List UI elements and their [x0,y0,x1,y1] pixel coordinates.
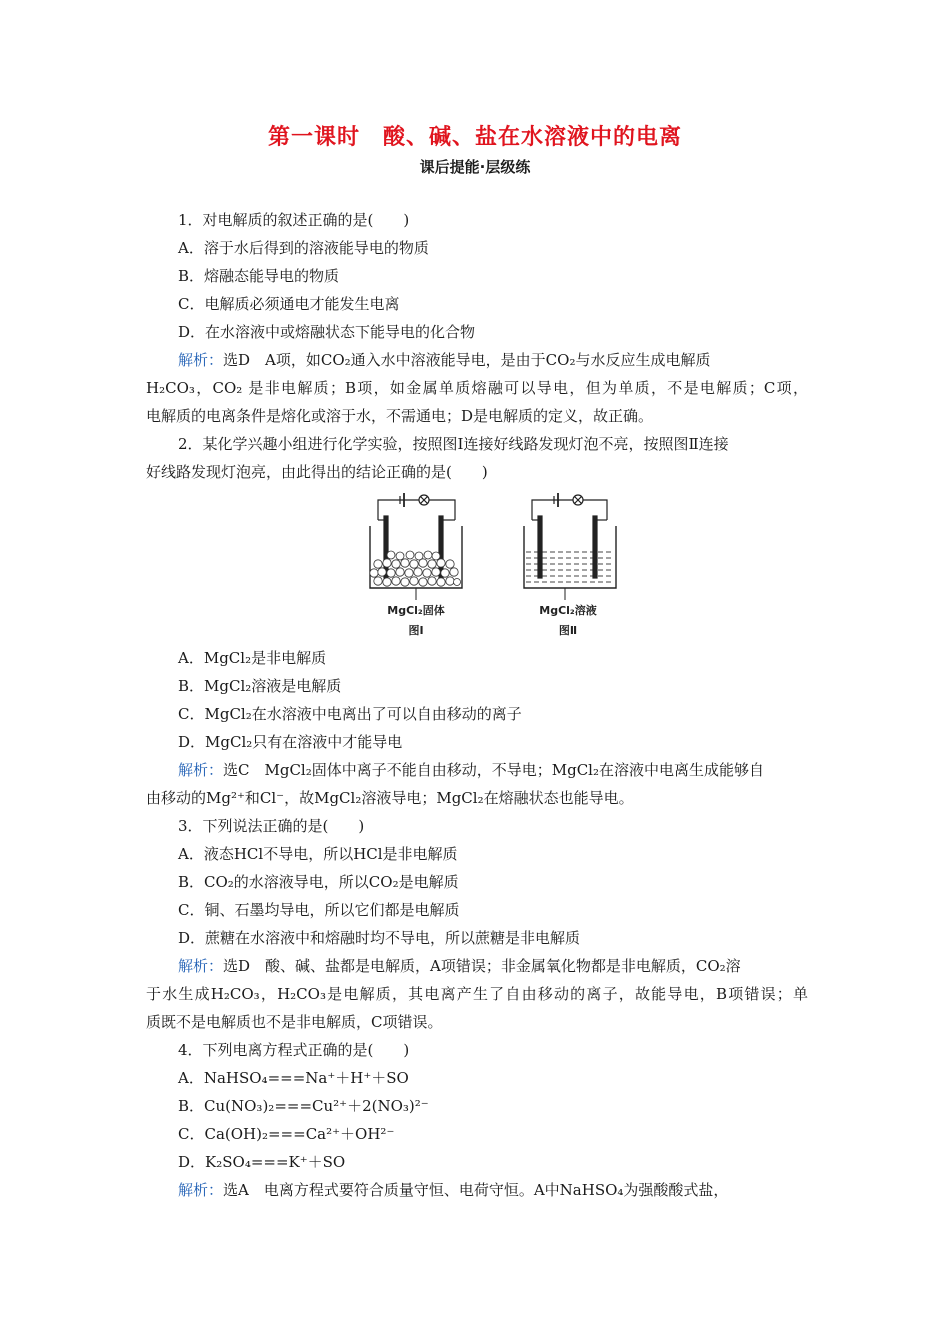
analysis-label: 解析： [178,1181,224,1199]
q3-option-b: B．CO₂的水溶液导电，所以CO₂是电解质 [178,873,459,891]
q3-analysis-line1 [178,956,741,976]
q1-analysis-line1 [178,350,710,370]
q2-analysis-line1 [178,760,764,780]
q4-option-b: B．Cu(NO₃)₂===Cu²⁺＋2(NO₃)²⁻ [178,1097,429,1115]
q3-option-c: C．铜、石墨均导电，所以它们都是电解质 [178,901,460,919]
figure-2-label: MgCl₂溶液 [539,604,597,617]
q1-option-a: A．溶于水后得到的溶液能导电的物质 [178,239,429,257]
q1-analysis-line3: 电解质的电离条件是熔化或溶于水，不需通电；D是电解质的定义，故正确。 [146,407,654,425]
q2-figure [360,488,620,643]
q2-option-b: B．MgCl₂溶液是电解质 [178,677,342,695]
q2-stem-line1: 2．某化学兴趣小组进行化学实验，按照图Ⅰ连接好线路发现灯泡不亮，按照图Ⅱ连接 [178,435,729,453]
q2-option-a: A．MgCl₂是非电解质 [178,649,327,667]
page-subtitle: 课后提能·层级练 [419,158,531,176]
q3-analysis-text: 选D 酸、碱、盐都是电解质，A项错误；非金属氧化物都是非电解质，CO₂溶 [223,957,741,975]
q1-option-c: C．电解质必须通电才能发生电离 [178,295,400,313]
figure-1-label: MgCl₂固体 [387,604,445,617]
q3-stem: 3．下列说法正确的是( ) [178,817,365,835]
q3-option-d: D．蔗糖在水溶液中和熔融时均不导电，所以蔗糖是非电解质 [178,929,581,947]
q4-analysis-line1 [178,1180,728,1200]
q4-option-d: D．K₂SO₄===K⁺＋SO [178,1153,346,1171]
q1-option-d: D．在水溶液中或熔融状态下能导电的化合物 [178,323,476,341]
figure-2-caption: 图Ⅱ [558,624,578,637]
q1-option-b: B．熔融态能导电的物质 [178,267,340,285]
q4-stem: 4．下列电离方程式正确的是( ) [178,1041,410,1059]
analysis-label: 解析： [178,957,224,975]
q2-option-d: D．MgCl₂只有在溶液中才能导电 [178,733,403,751]
analysis-label: 解析： [178,351,224,369]
q2-analysis-text: 选C MgCl₂固体中离子不能自由移动，不导电；MgCl₂在溶液中电离生成能够自 [223,761,764,779]
q3-analysis-line2: 于水生成H₂CO₃，H₂CO₃是电解质，其电离产生了自由移动的离子，故能导电，B项错误；单 [146,985,808,1003]
q3-option-a: A．液态HCl不导电，所以HCl是非电解质 [178,845,458,863]
page-title: 第一课时 酸、碱、盐在水溶液中的电离 [267,125,682,150]
figure-1-caption: 图Ⅰ [408,624,424,637]
q2-option-c: C．MgCl₂在水溶液中电离出了可以自由移动的离子 [178,705,522,723]
q1-analysis-line2: H₂CO₃，CO₂ 是非电解质；B项，如金属单质熔融可以导电，但为单质，不是电解质；C项， [146,379,808,397]
q3-analysis-line3: 质既不是电解质也不是非电解质，C项错误。 [146,1013,443,1031]
q2-analysis-line2: 由移动的Mg²⁺和Cl⁻，故MgCl₂溶液导电；MgCl₂在熔融状态也能导电。 [146,789,634,807]
q4-analysis-text: 选A 电离方程式要符合质量守恒、电荷守恒。A中NaHSO₄为强酸酸式盐， [223,1181,729,1199]
analysis-label: 解析： [178,761,224,779]
q1-analysis-text: 选D A项，如CO₂通入水中溶液能导电，是由于CO₂与水反应生成电解质 [223,351,711,369]
q1-stem: 1．对电解质的叙述正确的是( ) [178,211,410,229]
q2-stem-line2: 好线路发现灯泡亮，由此得出的结论正确的是( ) [146,463,488,481]
q4-option-a: A．NaHSO₄===Na⁺＋H⁺＋SO [178,1069,409,1087]
q4-option-c: C．Ca(OH)₂===Ca²⁺＋OH²⁻ [178,1125,395,1143]
